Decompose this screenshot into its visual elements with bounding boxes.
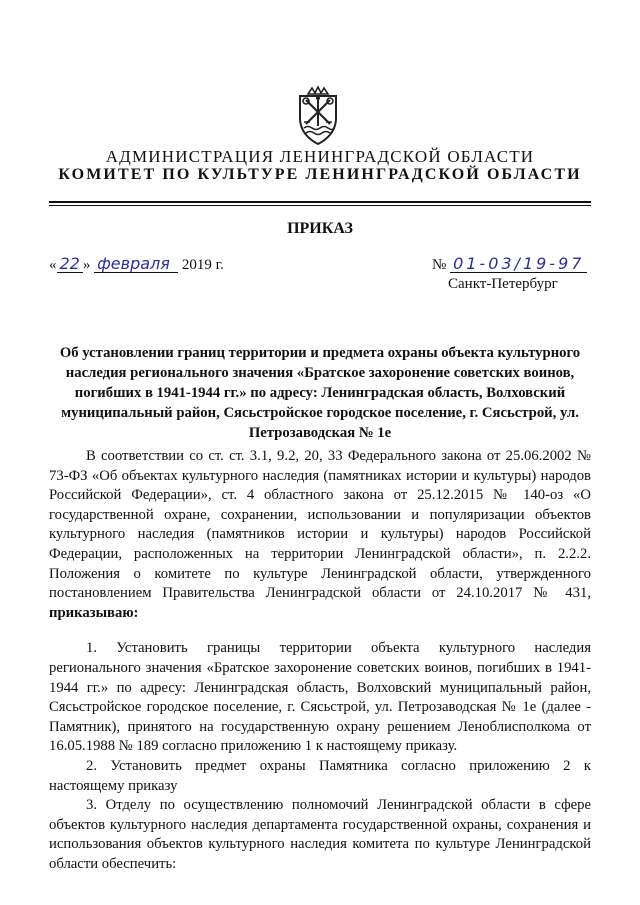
preamble (49, 447, 591, 623)
header-divider-thick (49, 201, 591, 203)
date-year: 2019 г. (181, 257, 224, 273)
order-date (49, 256, 224, 274)
order-item-3: 3. Отделу по осуществлению полномочий Ленинградской области в сфере объектов культурного наследия департамента государственной охраны, сохранения и использования объектов культурного наследия комитета по культуре Ленинградской области обеспечить: (49, 797, 591, 872)
city: Санкт-Петербург (448, 276, 558, 292)
order-item-1: 1. Установить границы территории объекта культурного наследия регионального значения «Братское захоронение советских воинов, погибших в 1941-1944 гг.» по адресу: Ленинградская область, Волховский муниципальный район, Сясьстройское городское поселение, г. Сясьстрой, ул. Петрозаводская № 1е (далее - Памятник), принятого на государственную охрану решением Леноблисполкома от 16.05.1988 № 189 согласно приложению 1 к настоящему приказу. (49, 640, 591, 755)
date-open-quote: « (49, 257, 57, 273)
org-name-line1: АДМИНИСТРАЦИЯ ЛЕНИНГРАДСКОЙ ОБЛАСТИ (105, 147, 535, 166)
date-close-quote: » (82, 257, 91, 273)
order-word: приказываю: (49, 604, 139, 621)
document-body (49, 447, 591, 874)
document-subject: Об установлении границ территории и предмета охраны объекта культурного наследия регионального значения «Братское захоронение советских воинов, погибших в 1941-1944 гг.» по адресу: Ленинградская область, Волховский муниципальный район, Сясьстройское городское поселение, г. Сясьстрой, ул. Петрозаводская № 1е (59, 345, 581, 441)
header-divider-thin (49, 205, 591, 206)
order-number (432, 256, 587, 274)
order-item-2: 2. Установить предмет охраны Памятника согласно приложению 2 к настоящему приказу (49, 757, 591, 794)
org-name-line2: КОМИТЕТ ПО КУЛЬТУРЕ ЛЕНИНГРАДСКОЙ ОБЛАСТИ (58, 166, 582, 183)
number-prefix: № (432, 257, 447, 273)
number-value: 01-03/19-97 (450, 256, 587, 273)
date-month: февраля (94, 256, 178, 273)
preamble-text: В соответствии со ст. ст. 3.1, 9.2, 20, 33 Федерального закона от 25.06.2002 № 73-ФЗ «Об объектах культурного наследия (памятниках истории и культуры) народов Российской Федерации», ст. 4 областного закона от 25.12.2015 № 140-оз «О государственной охране, сохранении, использовании и популяризации объектов культурного наследия (памятников истории и культуры) народов Российской Федерации, расположенных на территории Ленинградской области», п. 2.2.2. Положения о комитете по культуре Ленинградской области, утвержденного постановлением Правительства Ленинградской области от 24.10.2017 № 431, (49, 448, 591, 602)
document-type: ПРИКАЗ (287, 220, 353, 237)
coat-of-arms-icon (286, 84, 350, 148)
date-day: 22 (57, 256, 83, 273)
